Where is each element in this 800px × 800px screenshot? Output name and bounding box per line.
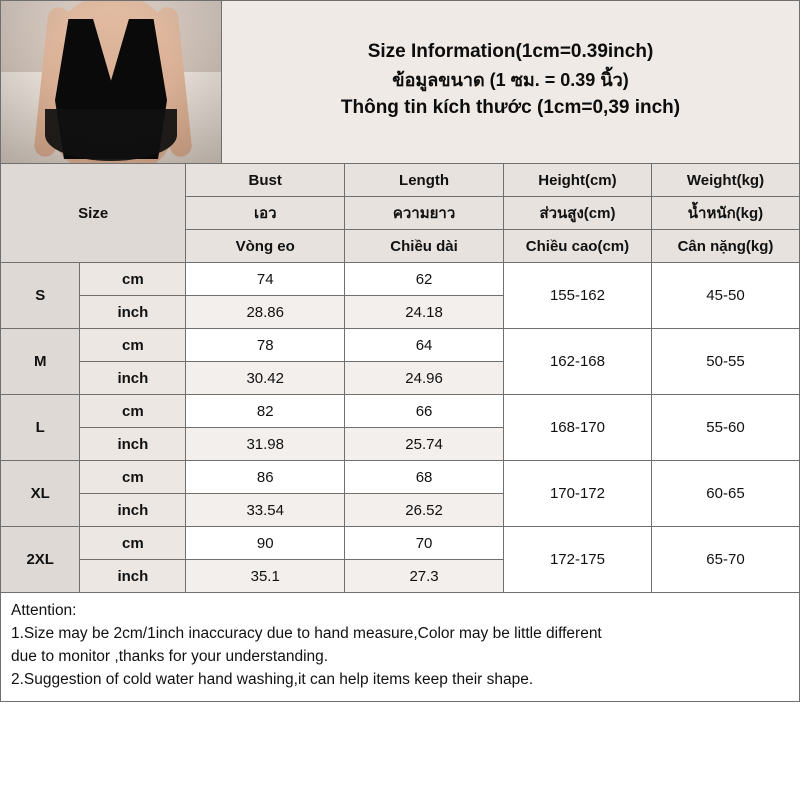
s-bust-inch: 28.86	[186, 296, 345, 329]
title-line-th: ข้อมูลขนาด (1 ซม. = 0.39 นิ้ว)	[392, 70, 629, 90]
l-bust-cm: 82	[186, 395, 345, 428]
xl-length-cm: 68	[345, 461, 504, 494]
xxl-weight: 65-70	[651, 527, 799, 593]
header-size-label: Size	[1, 164, 186, 263]
photo-vignette	[1, 1, 221, 163]
xl-height: 170-172	[503, 461, 651, 527]
table-row	[1, 263, 800, 296]
header-weight-th: น้ำหนัก(kg)	[651, 197, 799, 230]
attention-line-3: 2.Suggestion of cold water hand washing,it can help items keep their shape.	[11, 671, 534, 688]
l-length-inch: 25.74	[345, 428, 504, 461]
unit-inch: inch	[80, 428, 186, 461]
header-length-th: ความยาว	[345, 197, 504, 230]
header-height-th: ส่วนสูง(cm)	[503, 197, 651, 230]
size-table	[0, 163, 800, 593]
unit-inch: inch	[80, 560, 186, 593]
title-block	[222, 1, 799, 163]
header-bust-en: Bust	[186, 164, 345, 197]
unit-cm: cm	[80, 461, 186, 494]
header-height-en: Height(cm)	[503, 164, 651, 197]
row-size-l: L	[1, 395, 80, 461]
title-line-en: Size Information(1cm=0.39inch)	[367, 41, 654, 62]
xxl-bust-inch: 35.1	[186, 560, 345, 593]
attention-heading: Attention:	[11, 602, 77, 619]
title-line-vi: Thông tin kích thước (1cm=0,39 inch)	[340, 97, 681, 118]
row-size-s: S	[1, 263, 80, 329]
s-bust-cm: 74	[186, 263, 345, 296]
unit-cm: cm	[80, 395, 186, 428]
xxl-bust-cm: 90	[186, 527, 345, 560]
row-size-m: M	[1, 329, 80, 395]
attention-line-1: 1.Size may be 2cm/1inch inaccuracy due to hand measure,Color may be little different	[11, 625, 602, 642]
m-weight: 50-55	[651, 329, 799, 395]
m-length-cm: 64	[345, 329, 504, 362]
table-row	[1, 527, 800, 560]
l-bust-inch: 31.98	[186, 428, 345, 461]
header-weight-vi: Cân nặng(kg)	[651, 230, 799, 263]
header-weight-en: Weight(kg)	[651, 164, 799, 197]
xl-length-inch: 26.52	[345, 494, 504, 527]
unit-cm: cm	[80, 263, 186, 296]
xxl-length-cm: 70	[345, 527, 504, 560]
s-length-cm: 62	[345, 263, 504, 296]
m-bust-cm: 78	[186, 329, 345, 362]
m-bust-inch: 30.42	[186, 362, 345, 395]
unit-inch: inch	[80, 362, 186, 395]
header-bust-vi: Vòng eo	[186, 230, 345, 263]
s-weight: 45-50	[651, 263, 799, 329]
table-row	[1, 395, 800, 428]
m-length-inch: 24.96	[345, 362, 504, 395]
row-size-xl: XL	[1, 461, 80, 527]
header-length-en: Length	[345, 164, 504, 197]
xl-bust-inch: 33.54	[186, 494, 345, 527]
unit-cm: cm	[80, 527, 186, 560]
unit-inch: inch	[80, 296, 186, 329]
product-photo	[1, 1, 222, 163]
table-row	[1, 461, 800, 494]
xl-bust-cm: 86	[186, 461, 345, 494]
s-height: 155-162	[503, 263, 651, 329]
l-length-cm: 66	[345, 395, 504, 428]
attention-line-2: due to monitor ,thanks for your understanding.	[11, 648, 329, 665]
header-length-vi: Chiều dài	[345, 230, 504, 263]
attention-block	[0, 593, 800, 702]
xxl-length-inch: 27.3	[345, 560, 504, 593]
table-header-row-en	[1, 164, 800, 197]
xxl-height: 172-175	[503, 527, 651, 593]
xl-weight: 60-65	[651, 461, 799, 527]
m-height: 162-168	[503, 329, 651, 395]
unit-inch: inch	[80, 494, 186, 527]
header-height-vi: Chiều cao(cm)	[503, 230, 651, 263]
table-row	[1, 329, 800, 362]
header-block	[0, 0, 800, 163]
header-bust-th: เอว	[186, 197, 345, 230]
row-size-2xl: 2XL	[1, 527, 80, 593]
l-height: 168-170	[503, 395, 651, 461]
s-length-inch: 24.18	[345, 296, 504, 329]
unit-cm: cm	[80, 329, 186, 362]
l-weight: 55-60	[651, 395, 799, 461]
